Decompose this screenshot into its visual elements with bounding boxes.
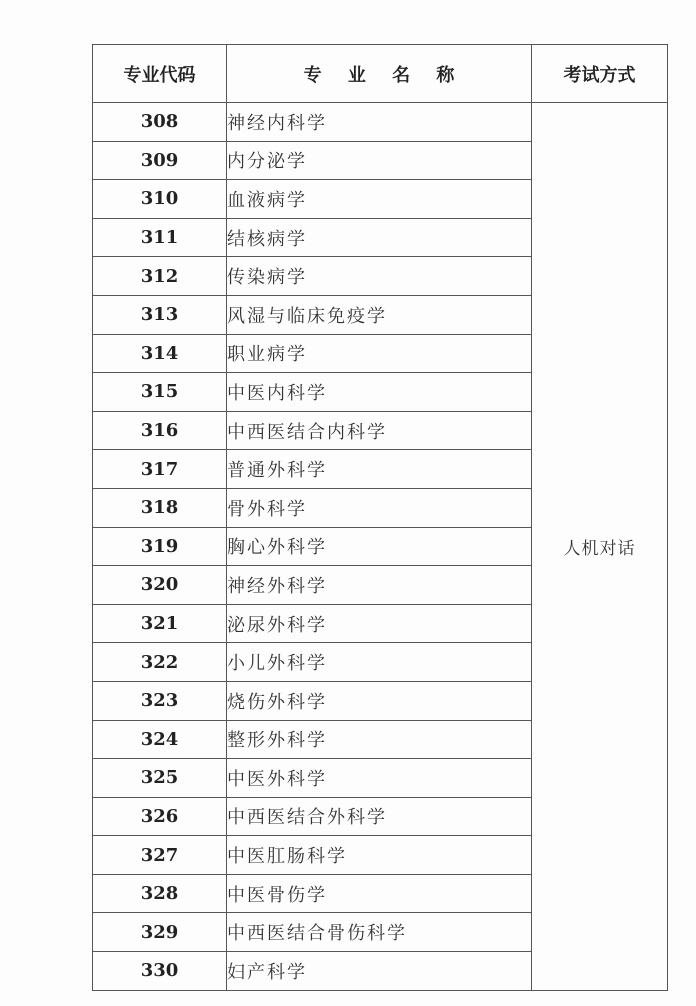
major-name: 神经内科学: [227, 103, 532, 142]
major-code: 330: [93, 952, 227, 991]
majors-table: [92, 44, 668, 991]
major-name: 中西医结合骨伤科学: [227, 913, 532, 952]
major-name: 中医肛肠科学: [227, 836, 532, 875]
major-name: 结核病学: [227, 218, 532, 257]
major-code: 325: [93, 759, 227, 798]
major-code: 322: [93, 643, 227, 682]
major-code: 311: [93, 218, 227, 257]
major-name: 普通外科学: [227, 450, 532, 489]
major-name: 整形外科学: [227, 720, 532, 759]
major-code: 310: [93, 180, 227, 219]
major-code: 320: [93, 566, 227, 605]
major-code: 312: [93, 257, 227, 296]
major-name: 小儿外科学: [227, 643, 532, 682]
table-row: [93, 103, 668, 142]
major-name: 神经外科学: [227, 566, 532, 605]
major-code: 323: [93, 681, 227, 720]
table-header-row: [93, 45, 668, 103]
major-code: 309: [93, 141, 227, 180]
major-name: 血液病学: [227, 180, 532, 219]
major-name: 骨外科学: [227, 488, 532, 527]
table-body: [93, 103, 668, 991]
header-exam: 考试方式: [532, 45, 668, 103]
major-code: 314: [93, 334, 227, 373]
major-code: 328: [93, 874, 227, 913]
major-name: 内分泌学: [227, 141, 532, 180]
major-code: 308: [93, 103, 227, 142]
major-code: 329: [93, 913, 227, 952]
major-name: 中西医结合外科学: [227, 797, 532, 836]
major-code: 316: [93, 411, 227, 450]
major-name: 胸心外科学: [227, 527, 532, 566]
major-name: 烧伤外科学: [227, 681, 532, 720]
major-name: 妇产科学: [227, 952, 532, 991]
major-code: 326: [93, 797, 227, 836]
major-code: 327: [93, 836, 227, 875]
header-code: 专业代码: [93, 45, 227, 103]
major-code: 324: [93, 720, 227, 759]
major-code: 317: [93, 450, 227, 489]
major-code: 319: [93, 527, 227, 566]
major-name: 泌尿外科学: [227, 604, 532, 643]
major-name: 风湿与临床免疫学: [227, 295, 532, 334]
major-name: 中西医结合内科学: [227, 411, 532, 450]
major-name: 职业病学: [227, 334, 532, 373]
exam-method: 人机对话: [532, 103, 668, 991]
major-code: 318: [93, 488, 227, 527]
major-code: 321: [93, 604, 227, 643]
major-name: 中医内科学: [227, 373, 532, 412]
major-code: 315: [93, 373, 227, 412]
major-code: 313: [93, 295, 227, 334]
major-name: 中医骨伤学: [227, 874, 532, 913]
header-name: 专 业 名 称: [227, 45, 532, 103]
major-name: 传染病学: [227, 257, 532, 296]
major-name: 中医外科学: [227, 759, 532, 798]
